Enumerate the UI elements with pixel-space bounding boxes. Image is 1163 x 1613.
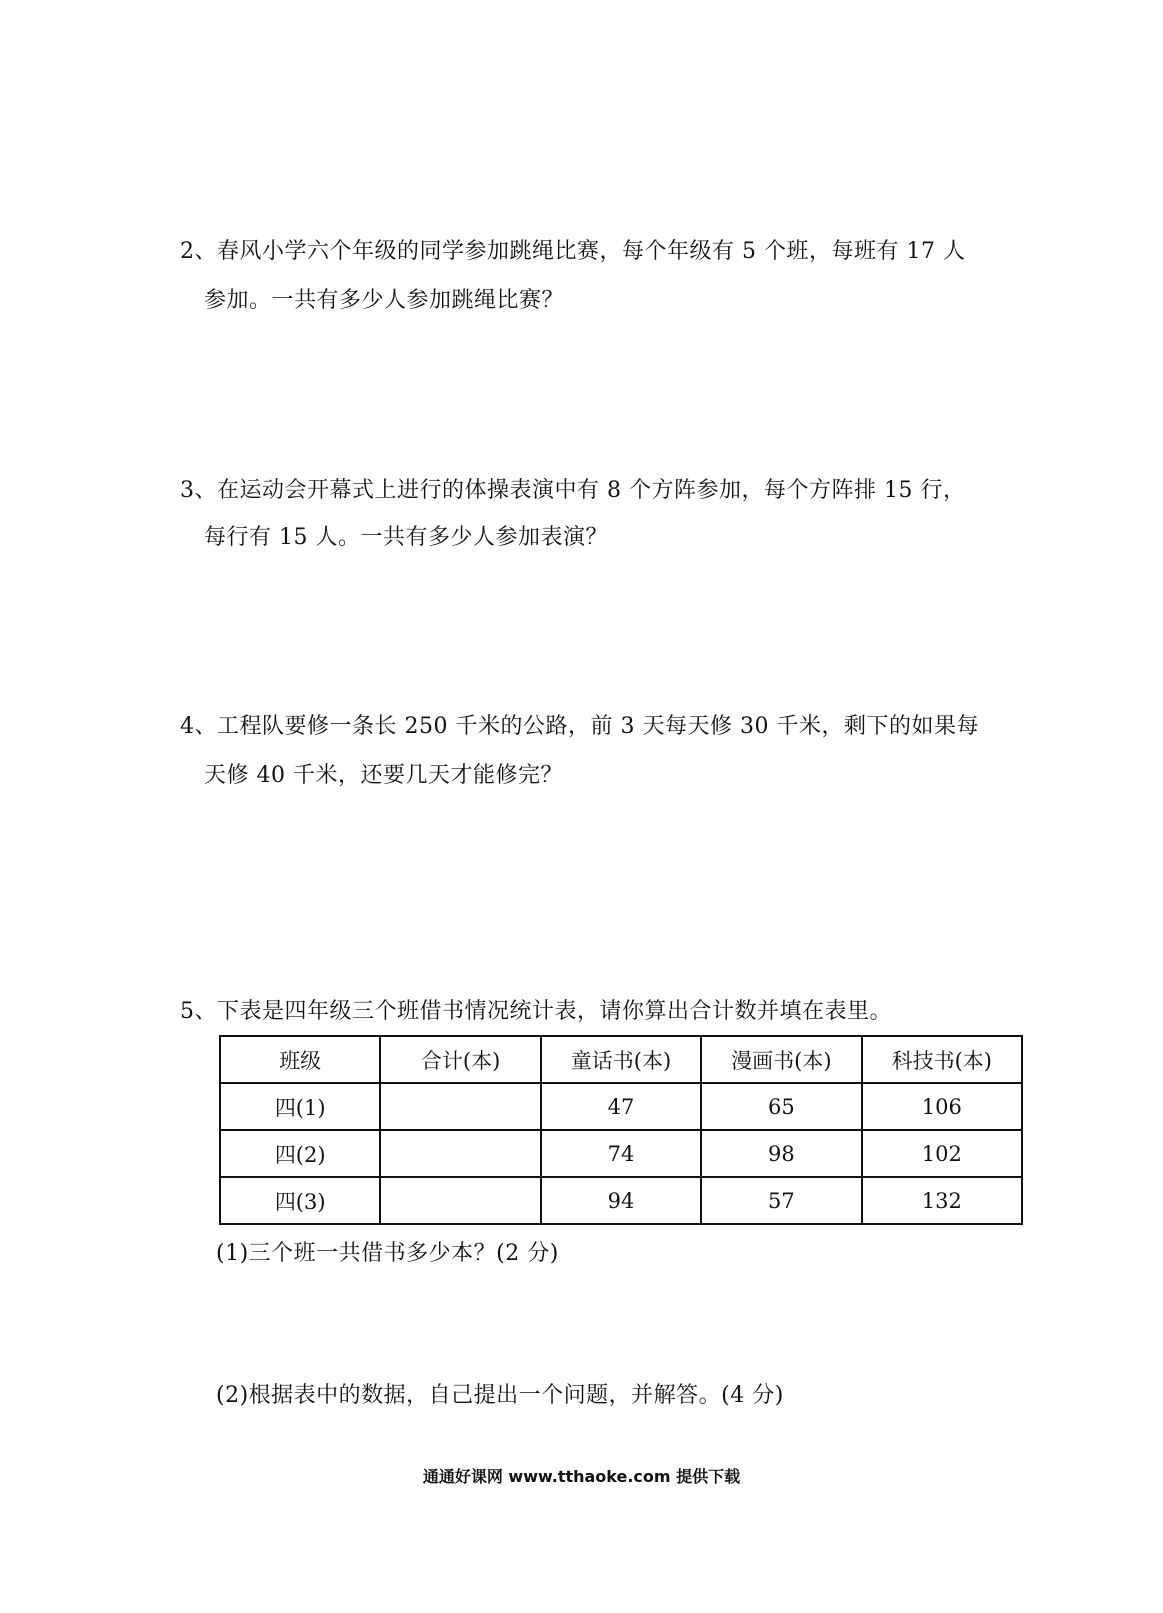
page-footer: 通通好课网 www.tthaoke.com 提供下载 (422, 1467, 741, 1486)
question-4-line-2: 天修 40 千米，还要几天才能修完？ (204, 763, 563, 788)
table-row (220, 1177, 1022, 1224)
question-2-line-1: 2、春风小学六个年级的同学参加跳绳比赛，每个年级有 5 个班，每班有 17 人 (180, 239, 966, 264)
table-cell-total-blank (380, 1177, 540, 1224)
question-3-line-2: 每行有 15 人。一共有多少人参加表演？ (204, 525, 608, 550)
table-row (220, 1083, 1022, 1130)
table-cell-total-blank (380, 1130, 540, 1177)
table-cell: 102 (862, 1130, 1022, 1177)
book-borrowing-table (219, 1035, 1023, 1225)
question-2-line-2: 参加。一共有多少人参加跳绳比赛？ (204, 288, 565, 313)
subquestion-2: (2)根据表中的数据，自己提出一个问题，并解答。(4 分) (216, 1383, 784, 1408)
question-4-line-1: 4、工程队要修一条长 250 千米的公路，前 3 天每天修 30 千米，剩下的如果每 (180, 714, 979, 739)
table-cell-class: 四(1) (220, 1083, 380, 1130)
table-header-cell: 科技书(本) (862, 1036, 1022, 1083)
table-cell: 98 (701, 1130, 861, 1177)
table-cell-class: 四(3) (220, 1177, 380, 1224)
table-cell: 47 (541, 1083, 701, 1130)
table-cell: 94 (541, 1177, 701, 1224)
table-cell: 132 (862, 1177, 1022, 1224)
table-cell: 57 (701, 1177, 861, 1224)
table-header-cell: 班级 (220, 1036, 380, 1083)
table-cell: 106 (862, 1083, 1022, 1130)
subquestion-1: (1)三个班一共借书多少本？(2 分) (216, 1241, 559, 1266)
table-header-cell: 童话书(本) (541, 1036, 701, 1083)
question-3-line-1: 3、在运动会开幕式上进行的体操表演中有 8 个方阵参加，每个方阵排 15 行， (180, 478, 966, 503)
table-header-cell: 漫画书(本) (701, 1036, 861, 1083)
table-cell-total-blank (380, 1083, 540, 1130)
table-row (220, 1130, 1022, 1177)
table-header-cell: 合计(本) (380, 1036, 540, 1083)
table-cell: 74 (541, 1130, 701, 1177)
table-header-row (220, 1036, 1022, 1083)
question-5-line-1: 5、下表是四年级三个班借书情况统计表，请你算出合计数并填在表里。 (180, 999, 892, 1024)
table-cell-class: 四(2) (220, 1130, 380, 1177)
table-cell: 65 (701, 1083, 861, 1130)
